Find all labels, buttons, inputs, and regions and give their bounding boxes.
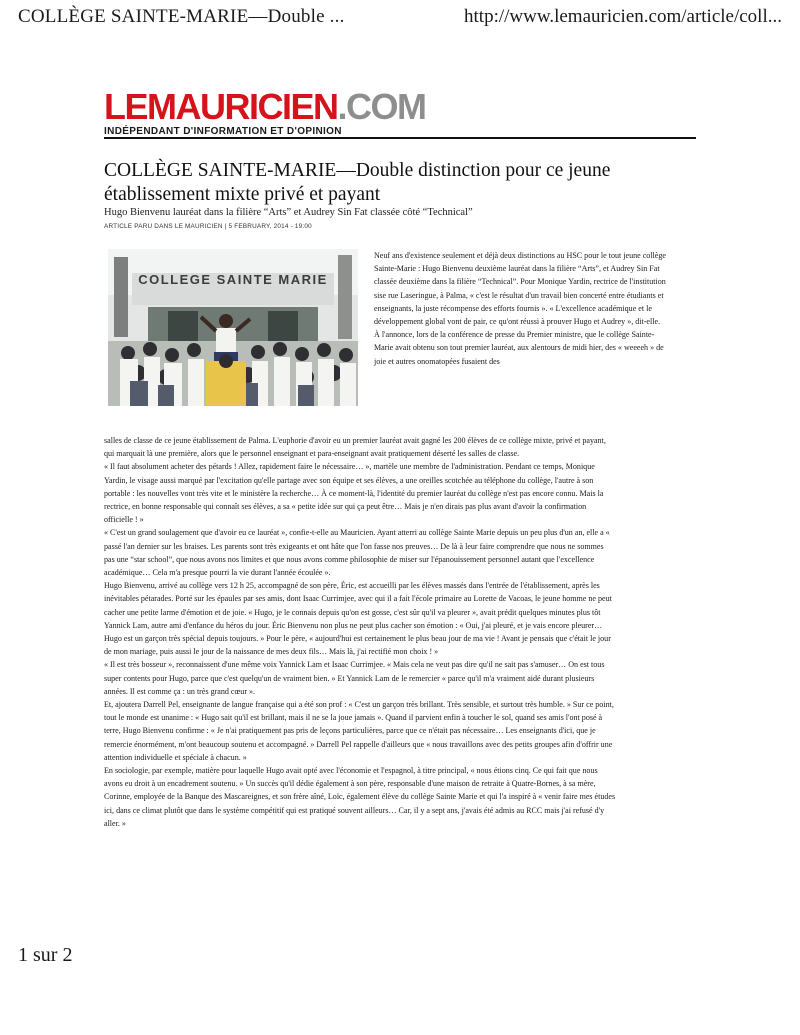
intro-paragraph: À l'annonce, lors de la conférence de presse du Premier ministre, que le collège Sainte-Marie avait obtenu son tout premier lauréat, aux alentours de midi hier, des « weeeeh » de joie et autres onomatopées fusaient des [374,330,664,366]
body-paragraph: « C'est un grand soulagement que d'avoir eu ce lauréat », confie-t-elle au Mauricien. Ayant atterri au collège Sainte Marie depuis un peu plus d'un an, elle a « passé l'an dernier sur les braises. Les parents sont très exigeants et ont hâte que l'on fasse nos preuves… De là à leur faire comprendre que nous ne sommes pas une “star school”, que nous avons nos limites et que nous avons comme philosophie de miser sur l'épanouissement personnel autant que l'excellence académique… Cela m'a presque pourri la vie durant l'année écoulée ». [104,528,610,578]
article-byline: ARTICLE PARU DANS LE MAURICIEN | 5 FEBRUARY, 2014 - 19:00 [104,223,312,230]
logo-main-text: LEMAURICIEN [104,86,338,127]
article-photo [108,249,358,406]
header-divider [104,137,696,139]
logo-tagline: INDÉPENDANT D'INFORMATION ET D'OPINION [104,126,342,137]
print-header-url: http://www.lemauricien.com/article/coll... [464,6,782,27]
print-header-title: COLLÈGE SAINTE-MARIE—Double ... [18,6,345,27]
body-paragraph: « Il faut absolument acheter des pétards ! Allez, rapidement faire le nécessaire… », martèle une membre de l'administration. Pendant ce temps, Monique Yardin, le visage aussi marqué par l'excitation qu'elle partage avec son équipe et ses élèves, a une oreilles scotchée au téléphone du collège, l'autre à son portable : les nouvelles vont très vite et le ministère la recherche… À ce moment-là, l'identité du premier lauréat du collège n'est pas encore connu. Mais la rectrice, en bonne responsable qui connaît ses élèves, a sa « petite idée sur qui ça peut être… Mais je n'en dirais pas plus avant d'avoir la confirmation officielle ! » [104,462,604,525]
photo-sign-text: COLLEGE SAINTE MARIE [138,272,328,287]
article-headline: COLLÈGE SAINTE-MARIE—Double distinction pour ce jeune établissement mixte privé et payant [104,160,611,205]
site-logo[interactable] [104,86,664,137]
intro-paragraph: Neuf ans d'existence seulement et déjà deux distinctions au HSC pour le tout jeune collège Sainte-Marie : Hugo Bienvenu deuxième lauréat dans la filière “Arts”, et Audrey Sin Fat classée deuxième dans la filière “Technical”. Pour Monique Yardin, rectrice de l'institution sise rue Laseringue, à Palma, « c'est le résultat d'un travail bien concerté entre étudiants et enseignants, la juste récompense des efforts fournis ». « L'excellence académique et le développement global vont de pair, ce qu'ont réussi à prouver Hugo et Audrey », dit-elle. [374,251,666,327]
body-paragraph: Et, ajoutera Darrell Pel, enseignante de langue française qui a été son prof : « C'est un garçon très brillant. Très sensible, et surtout très humble. » Sur ce point, tout le monde est unanime : « Hugo sait qu'il est brillant, mais il ne se la joue jamais ». Quand il parvient enfin à toucher le sol, quand ses amis l'ont posé à terre, Hugo Bienvenu confirme : « Je n'ai pratiquement pas pris de leçons particulières, parce que ce n'était pas nécessaire… Les enseignants d'ici, que je remercie énormément, m'ont beaucoup soutenu et accompagné. » Darrell Pel rappelle d'ailleurs que « nous travaillons avec des petits groupes afin d'offrir une attention individuelle et spéciale à chacun. » [104,700,614,762]
logo-suffix-text: .COM [337,86,426,127]
article-intro [374,249,666,368]
article-body [104,434,616,830]
body-paragraph: « Il est très bosseur », reconnaissent d'une même voix Yannick Lam et Isaac Currimjee. « Mais cela ne veut pas dire qu'il ne sait pas s'amuser… On est tous super contents pour Hugo, parce que c'est quelqu'un de vraiment bien. » Et Yannick Lam de le remercier « parce qu'il m'a vraiment aidé durant plusieurs années. Il est comme ça : un très grand cœur ». [104,660,605,696]
body-paragraph: En sociologie, par exemple, matière pour laquelle Hugo avait opté avec l'économie et l'espagnol, à titre principal, « nous étions cinq. Ce qui fait que nous avons eu droit à un encadrement soutenu. » Un succès qu'il dédie également à son père, responsable d'une maison de retraite à Quatre-Bornes, à sa mère, Corinne, employée de la Banque des Mascareignes, et son frère aîné, Loïc, également élève du collège Sainte Marie et qui l'a inspiré à « venir faire mes études ici, dans ce climat plutôt que dans le système compétitif qui est pratiqué souvent ailleurs… Car, il y a sept ans, j'avais été admis au RCC mais j'ai refusé d'y aller. » [104,766,616,828]
article-subhead: Hugo Bienvenu lauréat dans la filière “Arts” et Audrey Sin Fat classée côté “Technical” [104,207,473,218]
body-paragraph: Hugo Bienvenu, arrivé au collège vers 12 h 25, accompagné de son père, Éric, est accueilli par les élèves massés dans l'entrée de l'établissement, après les inévitables pétarades. Porté sur les épaules par ses amis, dont Isaac Currimjee, avec qui il a fait l'école primaire au Lorette de Vacoas, le jeune homme ne peut cacher une petite larme d'émotion et de joie. « Hugo, je le connais depuis qu'on est gosse, c'est sûr qu'il va pleurer », avait prédit quelques minutes plus tôt Yannick Lam, autre ami d'enfance du héros du jour. Éric Bienvenu non plus ne peut plus cacher son émotion : « Oui, j'ai pleuré, et je vais encore pleurer… Hugo est un garçon très spécial depuis toujours. » Pour le père, « aujourd'hui est certainement le plus beau jour de ma vie ! Avant je pensais que c'était le jour de mon mariage, puis aussi le jour de la naissance de mes deux fils… Mais là, j'ai rectifié mon choix ! » [104,581,612,657]
body-paragraph: salles de classe de ce jeune établissement de Palma. L'euphorie d'avoir eu un premier lauréat avait gagné les 200 élèves de ce collège mixte, privé et payant, qui marquait là une première, alors que le personnel enseignant et para-enseignant avait pratiquement déserté les salles de classe. [104,436,606,459]
page-number: 1 sur 2 [18,944,73,966]
